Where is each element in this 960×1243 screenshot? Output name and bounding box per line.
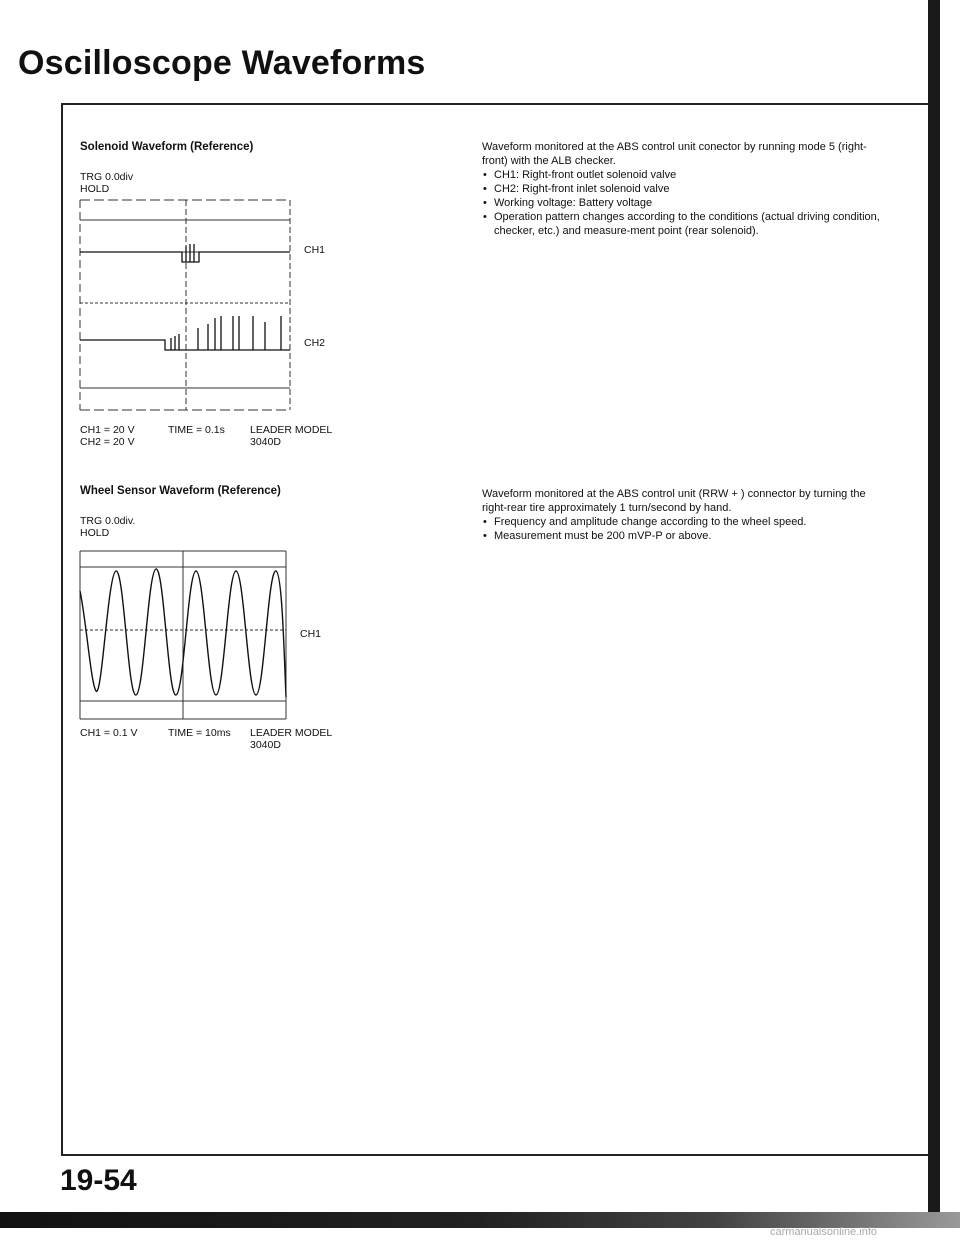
- solenoid-trg-line1: TRG 0.0div: [80, 171, 134, 183]
- page-number: 19-54: [60, 1164, 137, 1197]
- wheel-trg-line2: HOLD: [80, 527, 110, 539]
- solenoid-description: [482, 140, 882, 238]
- wheel-caption-model-line1: LEADER MODEL: [250, 727, 333, 739]
- solenoid-ch2-label: CH2: [304, 337, 326, 349]
- wheel-caption-time: TIME = 10ms: [168, 727, 231, 739]
- solenoid-heading: Solenoid Waveform (Reference): [80, 141, 254, 153]
- wheel-caption-ch1: CH1 = 0.1 V: [80, 727, 138, 739]
- solenoid-bullet: • Working voltage: Battery voltage: [494, 196, 882, 210]
- wheel-bullet: • Measurement must be 200 mVP-P or above.: [494, 529, 882, 543]
- wheel-caption-model: [250, 727, 332, 751]
- solenoid-bullet: • CH1: Right-front outlet solenoid valve: [494, 168, 882, 182]
- solenoid-trg-line2: HOLD: [80, 183, 110, 195]
- wheel-trg: [80, 515, 135, 539]
- wheel-description-intro: Waveform monitored at the ABS control unit (RRW + ) connector by turning the right-rear tire approximately 1 turn/second by hand.: [482, 488, 866, 514]
- solenoid-caption-time: TIME = 0.1s: [168, 424, 225, 436]
- wheel-caption-model-line2: 3040D: [250, 739, 281, 751]
- solenoid-caption-model-line1: LEADER MODEL: [250, 424, 333, 436]
- wheel-description: [482, 487, 882, 543]
- wheel-ch1-label: CH1: [300, 628, 322, 640]
- solenoid-caption-ch2: CH2 = 20 V: [80, 436, 135, 448]
- solenoid-caption-model: [250, 424, 332, 448]
- solenoid-caption-model-line2: 3040D: [250, 436, 281, 448]
- solenoid-ch1-label: CH1: [304, 244, 326, 256]
- solenoid-description-list: [482, 168, 882, 238]
- page-edge-bar: [928, 0, 940, 1212]
- wheel-heading: Wheel Sensor Waveform (Reference): [80, 485, 281, 497]
- solenoid-bullet: • Operation pattern changes according to the conditions (actual driving condition, checker, etc.) and measure-ment point (rear solenoid).: [494, 210, 882, 238]
- wheel-bullet: • Frequency and amplitude change according to the wheel speed.: [494, 515, 882, 529]
- solenoid-oscilloscope-screen: [78, 198, 296, 413]
- watermark: carmanualsonline.info: [770, 1226, 878, 1238]
- page-title: Oscilloscope Waveforms: [18, 44, 426, 82]
- wheel-description-list: [482, 515, 882, 543]
- solenoid-trg: [80, 171, 133, 195]
- solenoid-caption-ch1: CH1 = 20 V: [80, 424, 135, 436]
- solenoid-caption-ch: [80, 424, 135, 448]
- solenoid-description-intro: Waveform monitored at the ABS control unit conector by running mode 5 (right-front) with the ALB checker.: [482, 141, 867, 167]
- wheel-trg-line1: TRG 0.0div.: [80, 515, 136, 527]
- solenoid-bullet: • CH2: Right-front inlet solenoid valve: [494, 182, 882, 196]
- wheel-oscilloscope-screen: [78, 549, 292, 723]
